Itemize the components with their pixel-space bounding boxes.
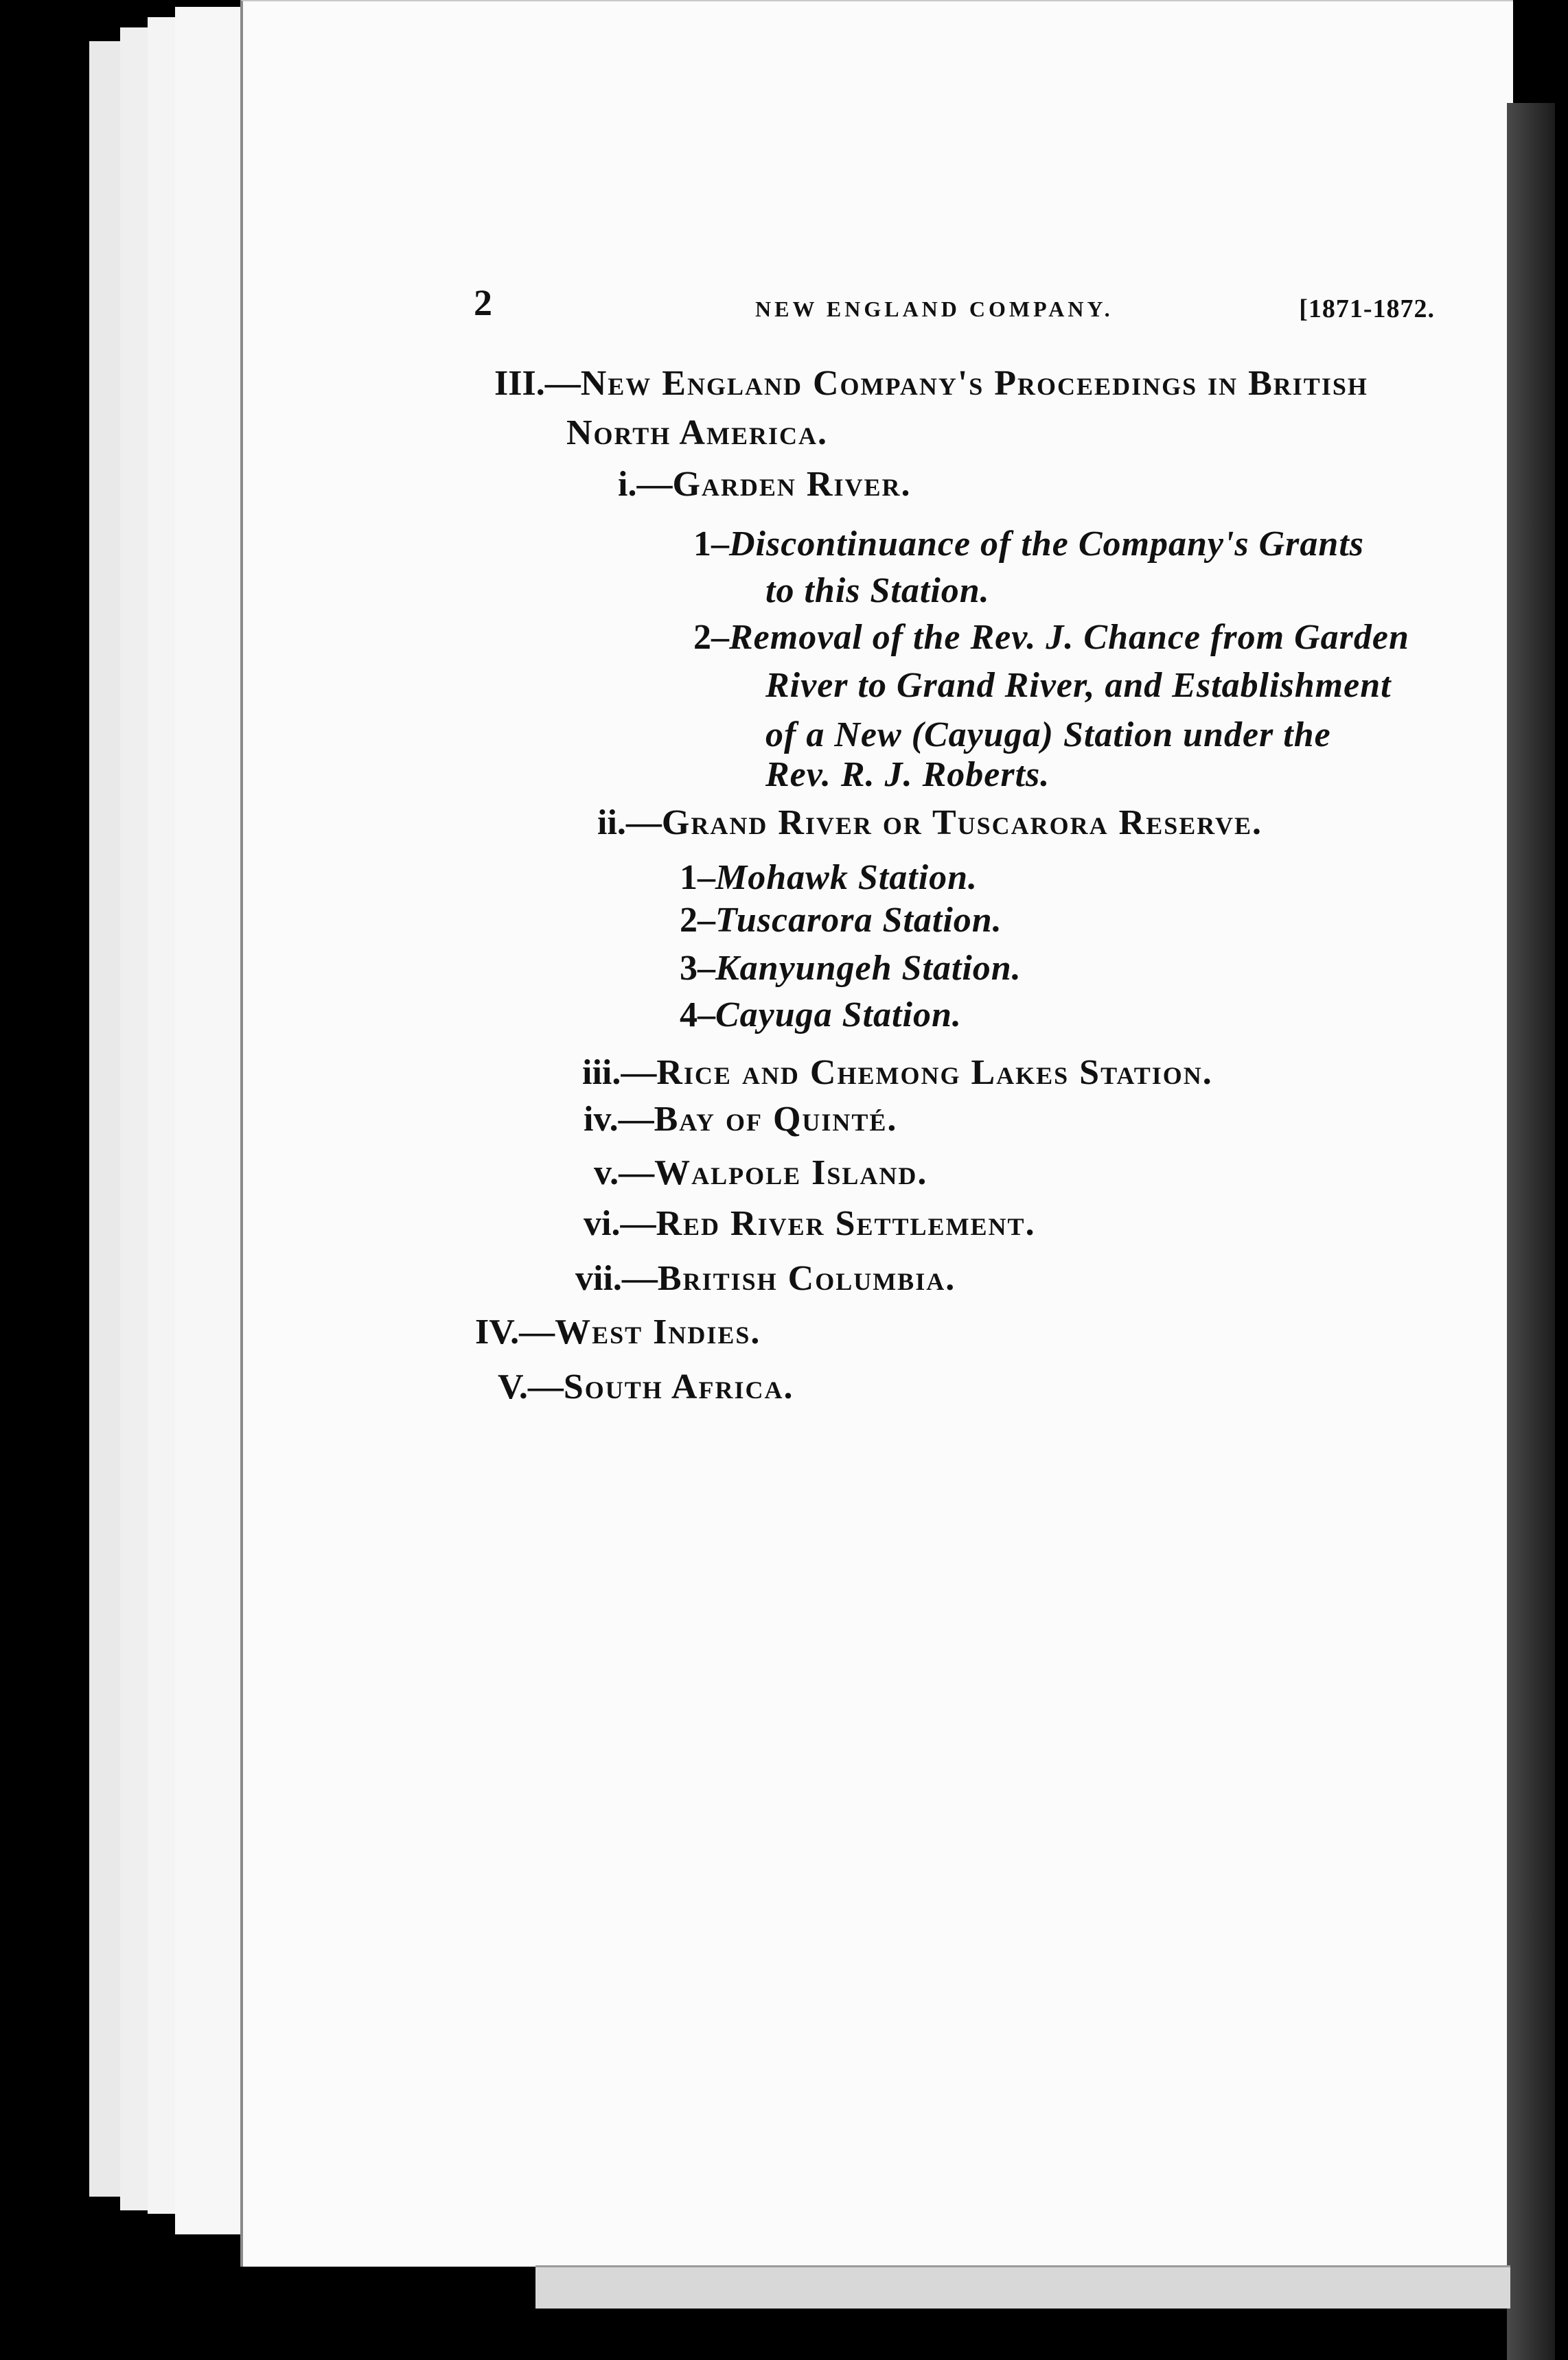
running-header <box>474 281 1435 329</box>
item-text-continued: River to Grand River, and Establishment <box>765 666 1392 705</box>
section-number: V.— <box>498 1367 564 1407</box>
item-text-continued: to this Station. <box>765 571 990 610</box>
item-text: Cayuga Station. <box>715 995 962 1034</box>
section-number: IV.— <box>475 1312 555 1352</box>
toc-subsection <box>594 1152 927 1194</box>
toc-item <box>680 994 962 1037</box>
item-text: Removal of the Rev. J. Chance from Garden <box>729 618 1409 657</box>
toc-item <box>680 947 1022 990</box>
running-title: NEW ENGLAND COMPANY. <box>755 297 1114 321</box>
toc-subsection <box>575 1258 956 1300</box>
toc-subsection-garden-river <box>618 463 911 506</box>
toc-subsection <box>584 1203 1036 1245</box>
subsection-title: Bay of Quinté. <box>654 1100 898 1139</box>
date-range: [1871-1872. <box>1299 294 1435 323</box>
item-number: 1– <box>693 524 729 564</box>
toc-subsection <box>582 1052 1213 1094</box>
section-title-continued: North America. <box>566 413 828 452</box>
subsection-title: British Columbia. <box>657 1259 956 1298</box>
item-text-continued: of a New (Cayuga) Station under the <box>765 715 1331 754</box>
subsection-number: ii.— <box>597 803 662 842</box>
item-text: Discontinuance of the Company's Grants <box>729 524 1365 564</box>
subsection-title: Rice and Chemong Lakes Station. <box>656 1053 1213 1092</box>
subsection-number: v.— <box>594 1153 655 1192</box>
subsection-title: Red River Settlement. <box>656 1204 1036 1243</box>
subsection-number: vi.— <box>584 1204 656 1243</box>
item-text-continued: Rev. R. J. Roberts. <box>765 755 1050 794</box>
item-text: Mohawk Station. <box>715 858 978 897</box>
toc-item <box>693 523 1364 566</box>
toc-section-iii <box>494 362 1368 405</box>
toc-section-v <box>498 1366 794 1409</box>
page-number: 2 <box>474 282 492 323</box>
section-number: III.— <box>494 364 581 403</box>
item-number: 2– <box>693 618 729 657</box>
item-text: Kanyungeh Station. <box>715 949 1022 988</box>
toc-subsection <box>584 1098 897 1141</box>
toc-item <box>680 899 1002 942</box>
toc-item <box>680 857 978 899</box>
subsection-number: i.— <box>618 465 673 504</box>
toc-section-iv <box>475 1311 761 1354</box>
item-text: Tuscarora Station. <box>715 901 1002 940</box>
section-title: New England Company's Proceedings in British <box>580 364 1368 403</box>
subsection-number: iii.— <box>582 1053 657 1092</box>
item-number: 1– <box>680 858 715 897</box>
section-title: West Indies. <box>555 1312 761 1352</box>
item-number: 2– <box>680 901 715 940</box>
page-bottom-edge <box>535 2265 1510 2309</box>
item-number: 3– <box>680 949 715 988</box>
toc-item <box>693 616 1409 659</box>
subsection-number: iv.— <box>584 1100 654 1139</box>
subsection-number: vii.— <box>575 1259 658 1298</box>
book-spine-shadow <box>1507 103 1555 2360</box>
subsection-title: Grand River or Tuscarora Reserve. <box>661 803 1263 842</box>
toc-subsection-grand-river <box>597 802 1263 844</box>
subsection-title: Garden River. <box>672 465 912 504</box>
subsection-title: Walpole Island. <box>654 1153 928 1192</box>
item-number: 4– <box>680 995 715 1034</box>
section-title: South Africa. <box>563 1367 794 1407</box>
